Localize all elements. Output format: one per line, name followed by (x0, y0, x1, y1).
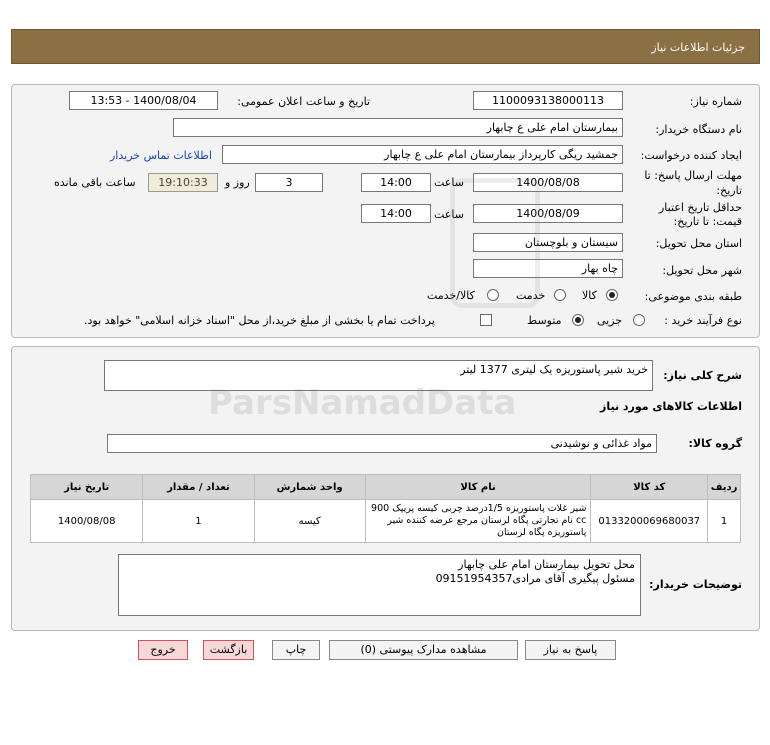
category-option-service: خدمت (516, 289, 546, 302)
back-button[interactable]: بازگشت (203, 640, 254, 660)
buyer-org-label: نام دستگاه خریدار: (655, 123, 742, 136)
cell-qty: 1 (143, 500, 254, 543)
province-label: استان محل تحویل: (655, 237, 742, 250)
remaining-time-field: 19:10:33 (148, 173, 218, 192)
cell-index: 1 (708, 500, 741, 543)
treasury-payment-note: پرداخت تمام یا بخشی از مبلغ خرید،از محل "اسناد خزانه اسلامی" خواهد بود. (84, 314, 435, 327)
need-number-field: 1100093138000113 (473, 91, 623, 110)
buyer-notes-label: توضیحات خریدار: (649, 578, 742, 591)
validity-label-2: قیمت: تا تاریخ: (673, 215, 742, 228)
validity-time-label: ساعت (434, 208, 464, 221)
buyer-notes-line2: مسئول پیگیری آقای مرادی09151954357 (435, 572, 635, 585)
reply-button[interactable]: پاسخ به نیاز (525, 640, 616, 660)
exit-button[interactable]: خروج (138, 640, 188, 660)
announce-date-field: 1400/08/04 - 13:53 (69, 91, 218, 110)
buyer-contact-link[interactable]: اطلاعات تماس خریدار (110, 149, 212, 162)
items-heading: اطلاعات کالاهای مورد نیاز (600, 400, 742, 413)
cell-name: شیر غلات پاستوریزه 1/5درصد چربی کیسه پریپک 900 cc نام تجارتی پگاه لرستان مرجع عرضه کننده شیر پاستوریزه پگاه لرستان (365, 500, 591, 543)
cell-unit: کیسه (254, 500, 365, 543)
category-option-goods: کالا (582, 289, 597, 302)
cell-date: 1400/08/08 (31, 500, 143, 543)
buyer-org-field: بیمارستان امام علی ع چابهار (173, 118, 623, 137)
table-row (31, 500, 741, 543)
category-radio-goods[interactable] (606, 289, 618, 301)
days-remaining-field: 3 (255, 173, 323, 192)
col-unit: واحد شمارش (254, 475, 365, 500)
need-summary-field: خرید شیر پاستوریزه یک لیتری 1377 لیتر (104, 360, 653, 391)
items-table-header (31, 475, 741, 500)
goods-group-label: گروه کالا: (688, 437, 742, 450)
buyer-notes-field (118, 554, 641, 616)
category-radio-goods-service[interactable] (487, 289, 499, 301)
view-attachments-button[interactable]: مشاهده مدارک پیوستی (0) (329, 640, 518, 660)
remaining-time-label: ساعت باقی مانده (54, 176, 136, 189)
city-field: چاه بهار (473, 259, 623, 278)
announce-date-label: تاریخ و ساعت اعلان عمومی: (237, 95, 370, 108)
page-header (11, 29, 760, 64)
process-radio-minor[interactable] (633, 314, 645, 326)
need-number-label: شماره نیاز: (689, 95, 742, 108)
buyer-notes-line1: محل تحویل بیمارستان امام علی چابهار (458, 558, 635, 571)
category-radio-service[interactable] (554, 289, 566, 301)
province-field: سیستان و بلوچستان (473, 233, 623, 252)
deadline-time-label: ساعت (434, 176, 464, 189)
process-option-minor: جزیی (597, 314, 623, 327)
treasury-payment-checkbox[interactable] (480, 314, 492, 326)
deadline-date-field: 1400/08/08 (473, 173, 623, 192)
validity-label: حداقل تاریخ اعتبار (658, 201, 742, 214)
col-name: نام کالا (365, 475, 591, 500)
cell-code: 0133200069680037 (591, 500, 708, 543)
items-table (30, 474, 741, 543)
page-title: جزئیات اطلاعات نیاز (651, 41, 745, 54)
process-radio-medium[interactable] (572, 314, 584, 326)
days-label: روز و (225, 176, 250, 189)
col-qty: تعداد / مقدار (143, 475, 254, 500)
category-option-goods-service: کالا/خدمت (427, 289, 475, 302)
col-code: کد کالا (591, 475, 708, 500)
need-summary-label: شرح کلی نیاز: (663, 369, 742, 382)
print-button[interactable]: چاپ (272, 640, 320, 660)
deadline-label: مهلت ارسال پاسخ: تا (644, 169, 742, 182)
category-label: طبقه بندی موضوعی: (644, 290, 742, 303)
validity-date-field: 1400/08/09 (473, 204, 623, 223)
validity-time-field: 14:00 (361, 204, 431, 223)
deadline-label-2: تاریخ: (716, 184, 742, 197)
col-index: ردیف (708, 475, 741, 500)
process-type-label: نوع فرآیند خرید : (664, 314, 742, 327)
requester-field: جمشید ریگی کارپرداز بیمارستان امام علی ع چابهار (222, 145, 623, 164)
city-label: شهر محل تحویل: (662, 264, 742, 277)
process-option-medium: متوسط (527, 314, 562, 327)
requester-label: ایجاد کننده درخواست: (640, 149, 742, 162)
deadline-time-field: 14:00 (361, 173, 431, 192)
goods-group-field: مواد غذائی و نوشیدنی (107, 434, 657, 453)
col-date: تاریخ نیاز (31, 475, 143, 500)
